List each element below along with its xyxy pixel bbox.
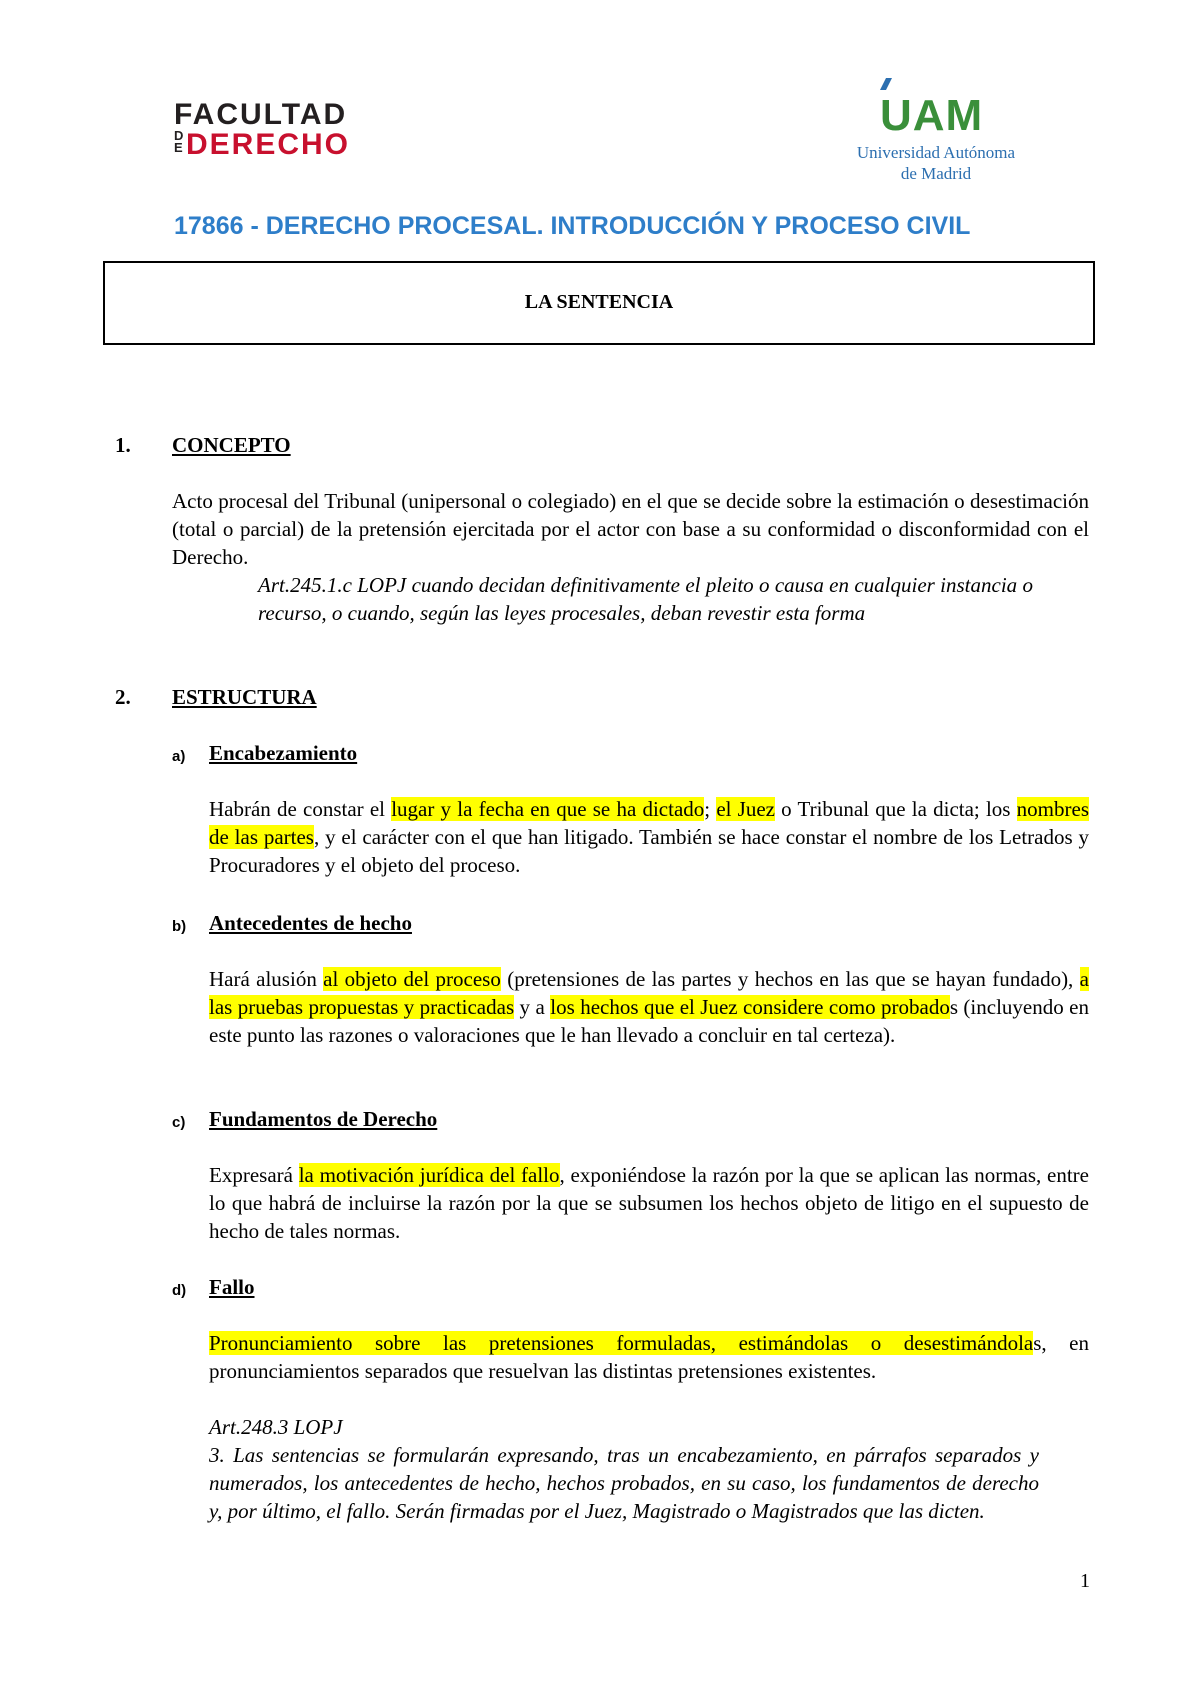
fallo-quote-reference: Art.248.3 LOPJ: [209, 1415, 343, 1439]
uam-logo: [826, 78, 1046, 190]
text-run: o Tribunal que la dicta; los: [774, 797, 1017, 821]
section-title-estructura: ESTRUCTURA: [172, 685, 317, 709]
subsection-title-fundamentos: Fundamentos de Derecho: [209, 1107, 438, 1131]
concepto-paragraph: Acto procesal del Tribunal (unipersonal o colegiado) en el que se decide sobre la estimación o desestimación (total o parcial) de la pretensión ejercitada por el actor con base a su conformidad o disconformidad con el Derecho.: [172, 489, 1089, 569]
section-number: 1.: [115, 433, 131, 457]
text-run: Expresará: [209, 1163, 299, 1187]
fallo-paragraph: [209, 1329, 1089, 1385]
antecedentes-paragraph: [209, 965, 1089, 1049]
uam-logo-mark: UAM: [880, 91, 984, 140]
highlighted-text: la motivación jurídica del fallo: [298, 1163, 560, 1187]
section-number: 2.: [115, 685, 131, 709]
text-run: , exponiéndose la razón por la que se aplican las normas, entre lo que habrá de incluirse la razón por la que se subsumen los hechos objeto de litigo en el supuesto de hecho de tales normas.: [209, 1163, 1089, 1243]
facultad-logo-line2: DERECHO: [186, 128, 351, 158]
facultad-logo-prefix-bottom: E: [174, 140, 183, 155]
highlighted-text: nombres de las partes: [209, 797, 1089, 849]
document-title: LA SENTENCIA: [524, 291, 674, 313]
uam-logo-name-line1: Universidad Autónoma: [856, 143, 1016, 162]
facultad-logo-prefix-top: D: [174, 128, 184, 143]
text-run: Habrán de constar el: [209, 797, 392, 821]
text-run: Hará alusión: [209, 967, 324, 991]
highlighted-text: a las pruebas propuestas y practicadas: [209, 967, 1089, 1019]
concepto-quote: Art.245.1.c LOPJ cuando decidan definitivamente el pleito o causa en cualquier instancia o recurso, o cuando, según las leyes procesales, deban revestir esta forma: [258, 573, 1033, 625]
facultad-logo-line1: FACULTAD: [174, 98, 348, 131]
encabezamiento-paragraph: [209, 795, 1089, 879]
subsection-letter: d): [172, 1282, 187, 1299]
title-box: [103, 261, 1095, 345]
fundamentos-paragraph: [209, 1161, 1089, 1245]
uam-logo-name-line2: de Madrid: [900, 164, 972, 183]
text-run: ;: [704, 797, 717, 821]
text-run: (pretensiones de las partes y hechos en las que se hayan fundado),: [500, 967, 1080, 991]
course-title: 17866 - DERECHO PROCESAL. INTRODUCCIÓN Y PROCESO CIVIL: [174, 212, 971, 240]
page-number: 1: [1080, 1570, 1090, 1592]
highlighted-text: lugar y la fecha en que se ha dictado: [391, 797, 705, 821]
facultad-derecho-logo: [174, 98, 374, 158]
highlighted-text: Pronunciamiento sobre las pretensiones formuladas, estimándolas o desestimándola: [209, 1331, 1034, 1355]
highlighted-text: los hechos que el Juez considere como probado: [550, 995, 950, 1019]
subsection-letter: a): [172, 748, 186, 765]
highlighted-text: al objeto del proceso: [323, 967, 501, 991]
uam-accent-icon: [880, 78, 892, 90]
text-run: y a: [514, 995, 551, 1019]
subsection-letter: b): [172, 918, 187, 935]
text-run: s, en pronunciamientos separados que resuelvan las distintas pretensiones existentes.: [209, 1331, 1089, 1383]
subsection-title-encabezamiento: Encabezamiento: [209, 741, 358, 765]
section-title-concepto: CONCEPTO: [172, 433, 291, 457]
subsection-title-fallo: Fallo: [209, 1275, 255, 1299]
fallo-quote: 3. Las sentencias se formularán expresando, tras un encabezamiento, en párrafos separados y numerados, los antecedentes de hecho, hechos probados, en su caso, los fundamentos de derecho y, por último, el fallo. Serán firmadas por el Juez, Magistrado o Magistrados que las dicten.: [209, 1443, 1039, 1523]
subsection-title-antecedentes: Antecedentes de hecho: [209, 911, 412, 935]
highlighted-text: el Juez: [716, 797, 775, 821]
text-run: , y el carácter con el que han litigado. También se hace constar el nombre de los Letrados y Procuradores y el objeto del proceso.: [209, 825, 1089, 877]
text-run: s (incluyendo en este punto las razones o valoraciones que le han llevado a concluir en tal certeza).: [209, 995, 1089, 1047]
subsection-letter: c): [172, 1114, 186, 1131]
